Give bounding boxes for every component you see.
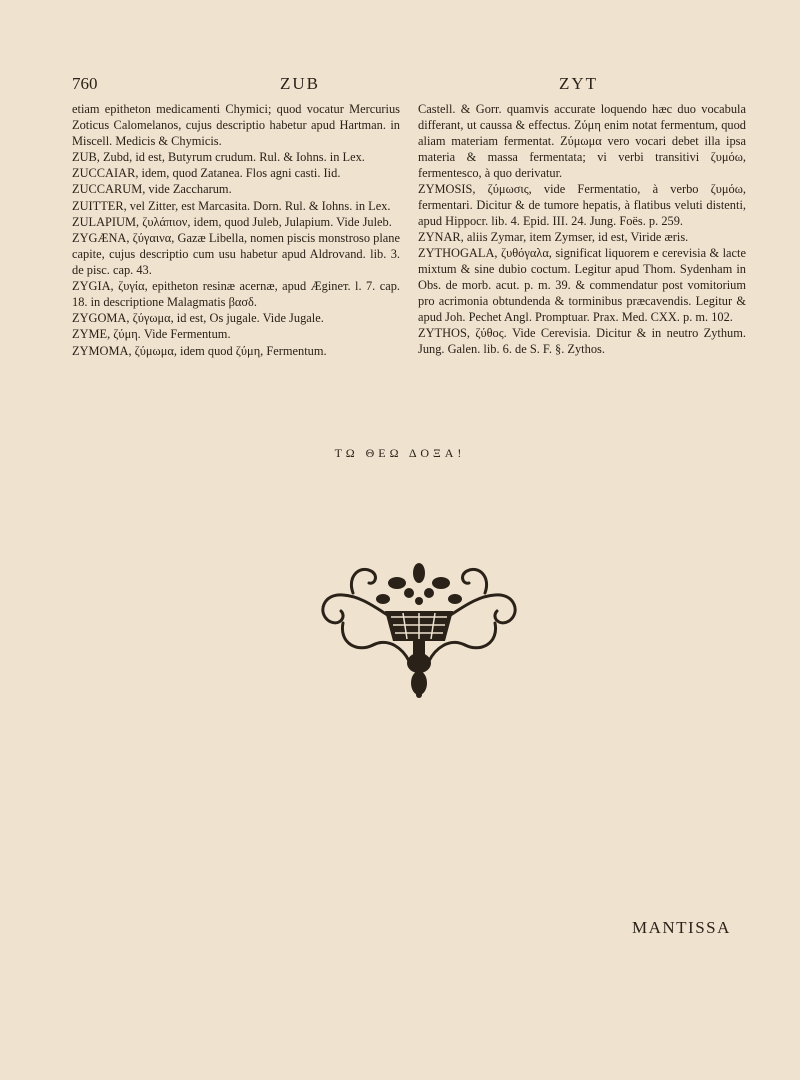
- right-column: [418, 102, 746, 358]
- right-running-head: ZYT: [559, 74, 599, 93]
- basket-of-flowers-ornament-icon: [313, 557, 525, 699]
- entry-paragraph: etiam epitheton medicamenti Chymici; quod vocatur Mercurius Zoticus Calomelanos, cujus descriptio habetur apud Hartman. in Miscell. Medicis & Chymicis.: [72, 102, 400, 148]
- entry-paragraph: ZUCCARUM, vide Zaccharum.: [72, 182, 232, 197]
- entry-paragraph: ZYGÆNA, ζύγαινα, Gazæ Libella, nomen piscis monstroso plane capite, cujus descriptio cum usu habetur apud Aldrovand. lib. 3. de pisc. cap. 43.: [72, 231, 400, 277]
- catchword: MANTISSA: [632, 918, 731, 937]
- entry-paragraph: ZYMOSIS, ζύμωσις, vide Fermentatio, à verbo ζυμόω, fermentari. Dicitur & de tumore hepatis, à flatibus veluti distenti, apud Hippocr. lib. 4. Epid. III. 24. Jung. Foës. p. 259.: [418, 181, 746, 228]
- left-running-head: ZUB: [280, 74, 320, 93]
- entry-paragraph: ZULAPIUM, ζυλάπιον, idem, quod Juleb, Julapium. Vide Juleb.: [72, 214, 392, 229]
- entry-paragraph: ZYMOMA, ζύμωμα, idem quod ζύμη, Fermentum.: [72, 343, 327, 358]
- entry-paragraph: ZYGIA, ζυγία, epitheton resinæ acernæ, apud Ægineт. l. 7. cap. 18. in descriptione Malagmatis βασδ.: [72, 279, 400, 309]
- page-number: 760: [72, 74, 98, 93]
- entry-paragraph: ZUCCAIAR, idem, quod Zatanea. Flos agni casti. Iid.: [72, 166, 341, 181]
- running-header: [72, 74, 746, 96]
- entry-paragraph: ZYME, ζύμη. Vide Fermentum.: [72, 327, 231, 342]
- entry-paragraph: ZYTHOS, ζύθος. Vide Cerevisia. Dicitur & in neutro Zythum. Jung. Galen. lib. 6. de S. F. §. Zythos.: [418, 325, 746, 356]
- entry-paragraph: ZUB, Zubd, id est, Butyrum crudum. Rul. & Iohns. in Lex.: [72, 150, 365, 165]
- entry-paragraph: ZYGOMA, ζύγωμα, id est, Os jugale. Vide Jugale.: [72, 311, 324, 326]
- entry-paragraph: ZYTHOGALA, ζυθόγαλα, significat liquorem e cerevisia & lacte mixtum & sine dubio coctum. Legitur apud Thom. Sydenham in Obs. de morb. acut. p. m. 39. & commendatur post vomitorium pro acrimonia obtundenda & torminibus præcavendis. Legitur & apud Joh. Pechet Angl. Promptuar. Prax. Med. CXX. p. m. 102.: [418, 246, 746, 324]
- left-column: [72, 102, 400, 360]
- entry-paragraph: ZUITTER, vel Zitter, est Marcasita. Dorn. Rul. & Iohns. in Lex.: [72, 198, 391, 213]
- entry-paragraph: ZYNAR, aliis Zymar, item Zymser, id est, Viride æris.: [418, 229, 689, 244]
- entry-paragraph: Castell. & Gorr. quamvis accurate loquendo hæc duo vocabula differant, ut caussa & effectus. Ζύμη enim notat fermentum, quod aliam materiam fermentat. Ζύμωμα vero vocari debet illa ipsa materia & massa fermentata; vi verbi transitivi ζυμόω, fermentesco, à quo derivatur.: [418, 102, 746, 180]
- closing-doxology: ΤΩ ΘΕΩ ΔΟΞΑ!: [334, 446, 466, 460]
